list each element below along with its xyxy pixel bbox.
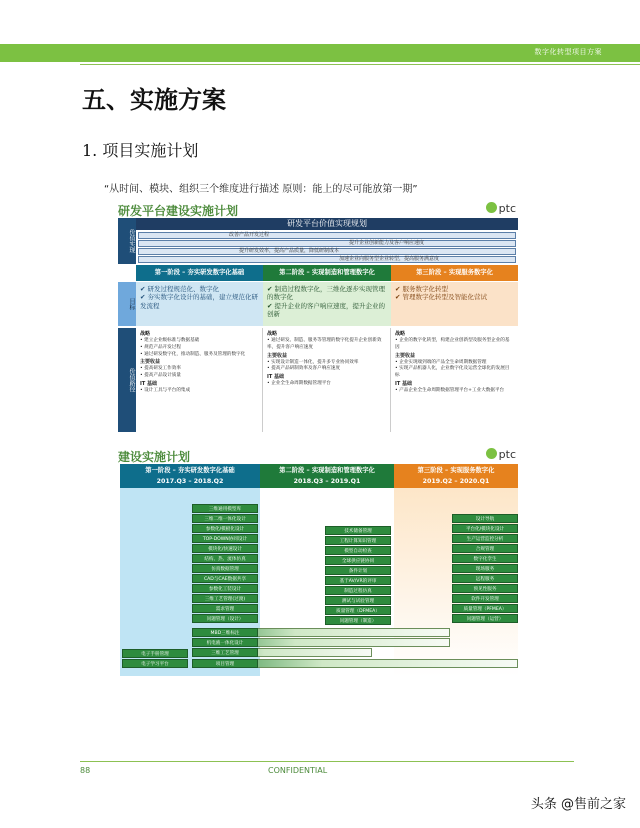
phase-column-header: [394, 464, 518, 488]
detail-item: • 提高研发工作效率: [140, 366, 258, 373]
detail-heading: 主要收益: [267, 352, 288, 359]
figure-title: 建设实施计划: [118, 450, 191, 464]
phase-goals: [263, 282, 391, 326]
row-label-value: 价值实现: [118, 218, 136, 264]
phase-column-header: [260, 464, 394, 488]
implementation-plan-figure: [112, 446, 520, 676]
module-block: 现场服务: [452, 564, 518, 573]
module-block: 远程服务: [452, 574, 518, 583]
module-block: 制造过程仿真: [325, 586, 391, 595]
detail-item: • 设计工具与平台的集成: [140, 388, 258, 395]
detail-item: • 提高产品设计质量: [140, 373, 258, 380]
page-number: 88: [80, 766, 91, 775]
confidential-label: CONFIDENTIAL: [268, 766, 328, 775]
module-block: 三维工艺管理: [192, 648, 258, 657]
detail-heading: 主要收益: [140, 359, 161, 366]
detail-item: • 实现设计制造一体化，提升多专业协同效率: [267, 360, 386, 367]
module-block: 项目管理: [192, 659, 258, 668]
phase-name: 第二阶段 – 实现制造和管理数字化: [279, 467, 375, 474]
detail-heading: 战略: [140, 331, 151, 337]
value-bar: 改善产品开发过程: [138, 232, 516, 239]
detail-heading: 战略: [267, 331, 278, 337]
detail-heading: 主要收益: [395, 352, 416, 359]
module-block: 参数化工装设计: [192, 584, 258, 593]
detail-item: • 规范产品开发过程: [140, 345, 258, 352]
phase-detail: [136, 328, 263, 432]
roadmap-title: 研发平台价值实现规划: [136, 218, 518, 230]
detail-item: • 企业实现端到端的产品全生命周期数据管理: [395, 360, 514, 367]
phase-goals: [391, 282, 518, 326]
goal-item: ✔ 研发过程规范化、数字化: [140, 285, 259, 293]
section-heading: 五、实施方案: [82, 86, 226, 114]
module-block: 三维二维一体化设计: [192, 514, 258, 523]
phase-detail: [263, 328, 391, 432]
phase-header: 第二阶段 – 实现制造和管理数字化: [263, 265, 391, 281]
detail-item: • 企业全生命周期数据管理平台: [267, 381, 386, 388]
goal-item: ✔ 制造过程数字化，三维化逐步实现管理的数字化: [267, 285, 387, 302]
ptc-logo-icon: [486, 202, 497, 213]
module-block: 三维通用模型库: [192, 504, 258, 513]
module-block: 问题管理（运营）: [452, 614, 518, 623]
principle-quote: “从时间、模块、组织三个维度进行描述 原则：能上的尽可能放第一期”: [104, 184, 418, 195]
module-block: 生产运营监控分析: [452, 534, 518, 543]
document-title: 数字化转型项目方案: [534, 48, 602, 56]
module-block: 软件开发管理: [452, 594, 518, 603]
module-block: 设计导航: [452, 514, 518, 523]
ptc-logo: ptc: [486, 448, 516, 461]
module-block: 数字化孪生: [452, 554, 518, 563]
module-block: 技术储备管理: [325, 526, 391, 535]
value-bar: 加速企业向服务型企业转型，提高服务满意度: [138, 256, 516, 263]
phase-header: 第三阶段 – 实现服务数字化: [391, 265, 518, 281]
module-block: 测试与试验管理: [325, 596, 391, 605]
module-block: 参数化/模板化设计: [192, 524, 258, 533]
ptc-logo: ptc: [486, 202, 516, 215]
module-block: 结构、热、流体仿真: [192, 554, 258, 563]
module-block: 工程计算知识管理: [325, 536, 391, 545]
module-block: 条件计划: [325, 566, 391, 575]
rd-platform-plan-figure: [112, 200, 520, 432]
detail-item: • 建立企业级标准与数据基础: [140, 338, 258, 345]
module-block: MBD三维标注: [192, 628, 258, 637]
phase-period: 2018.Q3 – 2019.Q1: [293, 478, 361, 485]
phase-period: 2019.Q2 – 2020.Q1: [422, 478, 490, 485]
module-block: 问题管理（设计）: [192, 614, 258, 623]
module-block: 平台化/模块化设计: [452, 524, 518, 533]
module-block: 需求管理: [192, 604, 258, 613]
module-block: 电子学习平台: [122, 659, 188, 668]
phase-detail: [391, 328, 518, 432]
goal-item: ✔ 提升企业的客户响应速度，提升企业的创新: [267, 302, 387, 319]
ptc-logo-icon: [486, 448, 497, 459]
value-bar: 提升研发效率，提高产品质量，降低研制成本: [138, 248, 516, 255]
detail-item: • 企业的数字化转型，构建企业创新型及服务型企业的基因: [395, 338, 514, 351]
footer-divider: [80, 761, 574, 762]
detail-item: • 通过研发数字化，推动制造、服务及管理的数字化: [140, 352, 258, 359]
module-block: 合规管理: [452, 544, 518, 553]
module-block: 电子手册管理: [122, 649, 188, 658]
goal-item: ✔ 管理数字化转型及智能化营试: [395, 293, 514, 301]
header-divider: [80, 64, 640, 65]
module-block: 质量管理（DFMEA）: [325, 606, 391, 615]
module-block: 全球供应链协同: [325, 556, 391, 565]
phase-column-header: [120, 464, 260, 488]
subsection-heading: 1. 项目实施计划: [82, 141, 199, 160]
module-block: 机电液一体化设计: [192, 638, 258, 647]
phase-name: 第三阶段 – 实现服务数字化: [417, 467, 495, 474]
detail-heading: IT 基础: [140, 380, 158, 387]
value-bar: 提升企业创新能力及客户响应速度: [138, 240, 516, 247]
module-block: 模型自动检查: [325, 546, 391, 555]
detail-item: • 提高产品研制效率及客户响应速度: [267, 366, 386, 373]
row-label-goal: 目标: [118, 282, 136, 326]
detail-heading: IT 基础: [267, 374, 285, 381]
row-label-detail: 价值路径: [118, 328, 136, 432]
module-block: TOP-DOWN协同设计: [192, 534, 258, 543]
phase-period: 2017.Q3 – 2018.Q2: [156, 478, 224, 485]
goal-item: ✔ 夯实数字化设计的基础，建立规范化研发流程: [140, 293, 259, 310]
module-block: 问题管理（制造）: [325, 616, 391, 625]
figure-title: 研发平台建设实施计划: [118, 204, 239, 218]
module-block: 三维工艺管理(过渡): [192, 594, 258, 603]
module-block: 模块化/快速设计: [192, 544, 258, 553]
module-block: CAD与CAE数据共享: [192, 574, 258, 583]
phase-header: 第一阶段 – 夯实研发数字化基础: [136, 265, 263, 281]
detail-item: • 实现产品机器人化，企业数字化及运营全球化的发展目标: [395, 366, 514, 379]
detail-heading: 战略: [395, 331, 406, 337]
module-block: 预见性服务: [452, 584, 518, 593]
phase-goals: [136, 282, 263, 326]
detail-item: • 通过研发、制造、服务等管理的数字化提升企业创新效率，提升客户响应速度: [267, 338, 386, 351]
detail-heading: IT 基础: [395, 380, 413, 387]
detail-item: • 产品企业全生命周期数据管理平台+工业大数据平台: [395, 388, 514, 395]
module-block: 基于AV/VR的评审: [325, 576, 391, 585]
watermark: 头条 @售前之家: [530, 797, 626, 812]
phase-name: 第一阶段 – 夯实研发数字化基础: [145, 467, 235, 474]
goal-item: ✔ 服务数字化转型: [395, 285, 514, 293]
module-block: 质量管理（PFMEA）: [452, 604, 518, 613]
module-block: 仿真数据管理: [192, 564, 258, 573]
